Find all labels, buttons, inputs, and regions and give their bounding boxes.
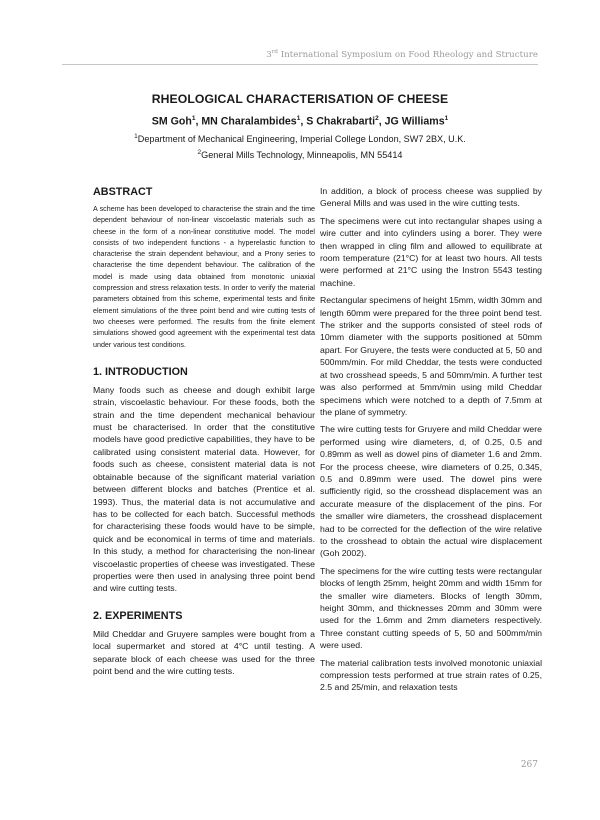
page-number: 267 <box>520 760 538 770</box>
right-column <box>320 185 542 699</box>
conference-name: International Symposium on Food Rheology and Structure <box>277 49 538 60</box>
experiments-heading: 2. EXPERIMENTS <box>93 609 183 622</box>
affiliation-1-text: Department of Mechanical Engineering, Imperial College London, SW7 2BX, U.K. <box>137 134 466 145</box>
paragraph: The wire cutting tests for Gruyere and mild Cheddar were performed using wire diameters, d, of 0.25, 0.5 and 0.89mm as well as dowel pins of diameter 1.6 and 2mm. For the process cheese, wire diameters of 0.25, 0.345, 0.5 and 0.89mm were used. The dowel pins were sufficiently rigid, so the crosshead displacement was an accurate measure of the displacement of the pins. For the smaller wire diameters, the crosshead displacement had to be corrected for the deflection of the wire relative to the crosshead to obtain the actual wire displacement (Goh 2002). <box>320 424 542 559</box>
paragraph: Rectangular specimens of height 15mm, width 30mm and length 60mm were prepared for the three point bend test. The striker and the supports consisted of steel rods of 10mm diameter with the supports positioned at 50mm apart. For Gruyere, the tests were conducted at 5, 50 and 500mm/min. For mild Cheddar, the tests were conducted at two crosshead speeds, 5 and 50mm/min. A further test was also performed at 5mm/min using mild Cheddar specimens which were notched to a depth of 7.5mm at the plane of symmetry. <box>320 295 542 417</box>
abstract-text: A scheme has been developed to characterise the strain and the time dependent behaviour of non-linear viscoelastic materials such as cheese in the form of a non-linear constitutive model. The model consists of two independent functions - a hyperelastic function to characterise the strain dependent behaviour, and a Prony series to characterise the time dependent behaviour. The calibration of the model is made using data obtained from monotonic uniaxial compression and stress relaxation tests. In order to verify the material parameters obtained from this scheme, experimental tests and finite element simulations of the three point bend and wire cutting tests of two cheeses were performed. The results from the finite element simulations showed good agreement with the experimental test data under various test conditions. <box>93 205 315 349</box>
author-1: SM Goh <box>151 115 192 128</box>
paragraph: In addition, a block of process cheese was supplied by General Mills and was used in the wire cutting tests. <box>320 186 542 209</box>
conference-number: 3 <box>266 49 272 60</box>
paragraph: The material calibration tests involved monotonic uniaxial compression tests performed at true strain rates of 0.25, 2.5 and 25/min, and relaxation tests <box>320 657 542 693</box>
experiments-text: Mild Cheddar and Gruyere samples were bought from a local supermarket and stored at 4°C until testing. A separate block of each cheese was used for the three point bend and the wire cutting tests. <box>93 628 315 676</box>
abstract-heading: ABSTRACT <box>93 186 153 198</box>
conference-ordinal: rd <box>271 49 278 55</box>
affiliation-2-text: General Mills Technology, Minneapolis, MN 55414 <box>201 150 403 161</box>
affiliation-2-mark: 2 <box>197 149 202 156</box>
author-2: MN Charalambides <box>201 115 297 128</box>
author-1-affil: 1 <box>191 115 196 122</box>
author-2-affil: 1 <box>296 115 301 122</box>
header-rule <box>62 64 538 65</box>
paragraph: The specimens were cut into rectangular shapes using a wire cutter and into cylinders using a borer. They were then wrapped in cling film and allowed to equilibrate at room temperature (21°C) for at least two hours. All tests were performed at 21°C using the Instron 5543 testing machine. <box>320 215 542 288</box>
affiliation-1-mark: 1 <box>134 133 138 140</box>
author-4: JG Williams <box>384 115 445 128</box>
affiliation-2 <box>62 149 538 160</box>
running-header <box>266 49 538 60</box>
author-list: SM Goh$^1$, MN Charalambides$^1$, S Chakrabarti$^2$, JG Williams$^1$ <box>151 115 449 128</box>
affiliation-1 <box>62 133 538 144</box>
author-3: S Chakrabarti <box>306 115 376 128</box>
paragraph: The specimens for the wire cutting tests were rectangular blocks of length 25mm, height 20mm and width 15mm for the smaller wire diameters. Blocks of length 30mm, height 30mm, and thicknesses 20mm and 30mm were used for the 1.6mm and 2mm diameters respectively. Three constant cutting speeds of 5, 50 and 500mm/min were used. <box>320 565 542 651</box>
introduction-text: Many foods such as cheese and dough exhibit large strain, viscoelastic behaviour. For these foods, both the strain and the time dependent mechanical behaviour must be characterised. In order that the constitutive models have good predictive capabilities, they have to be calibrated using consistent material data. However, for foods such as cheese, consistent material data is not obtainable because of the significant material variation between different blocks and batches (Prentice et al. 1993). Thus, the material data is not accumulative and has to be collected for each batch. Successful methods for characterising these foods would have to be simple, quick and be economical in terms of time and materials. In this study, a method for characterising the non-linear viscoelastic properties of cheese was investigated. These properties were then used in analysing three point bend and wire cutting tests. <box>93 384 315 594</box>
author-4-affil: 1 <box>444 115 449 122</box>
author-3-affil: 2 <box>375 115 379 122</box>
left-column <box>93 185 315 682</box>
introduction-heading: 1. INTRODUCTION <box>93 365 188 378</box>
paper-title: RHEOLOGICAL CHARACTERISATION OF CHEESE <box>151 92 449 106</box>
